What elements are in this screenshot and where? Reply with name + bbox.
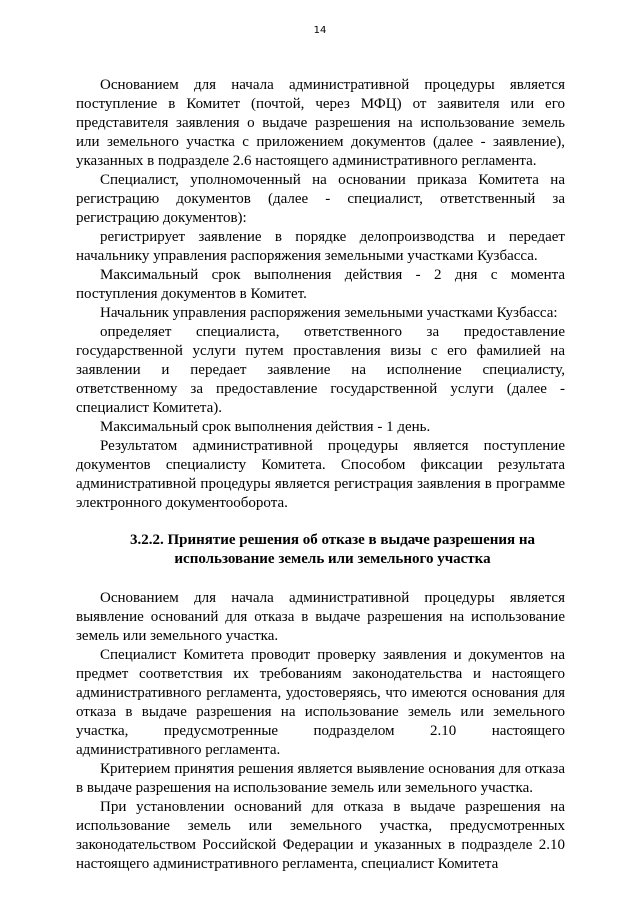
paragraph-procedure-basis: Основанием для начала административной процедуры является поступление в Комитет (почтой, через МФЦ) от заявителя или его представителя заявления о выдаче разрешения на использование земель или земельного участка с приложением документов (далее - заявление), указанных в подразделе 2.6 настоящего административного регламента.: [76, 77, 565, 169]
paragraph-procedure-result: Результатом административной процедуры является поступление документов специалисту Комитета. Способом фиксации результата административной процедуры является регистрация заявления в программе электронного документооборота.: [76, 438, 565, 511]
paragraph-registration-specialist: Специалист, уполномоченный на основании приказа Комитета на регистрацию документов (далее - специалист, ответственный за регистрацию документов):: [76, 172, 565, 226]
spacer: [76, 569, 565, 589]
section-heading: [76, 531, 565, 569]
section-heading-line-1: 3.2.2. Принятие решения об отказе в выдаче разрешения на: [129, 532, 536, 548]
paragraph-max-term-2-days: Максимальный срок выполнения действия - 2 дня с момента поступления документов в Комитет.: [76, 267, 565, 302]
document-body: [76, 76, 565, 874]
paragraph-registers-application: регистрирует заявление в порядке делопроизводства и передает начальнику управления распоряжения земельными участками Кузбасса.: [76, 229, 565, 264]
paragraph-department-head: Начальник управления распоряжения земельными участками Кузбасса:: [100, 305, 558, 321]
paragraph-max-term-1-day: Максимальный срок выполнения действия - 1 день.: [100, 419, 431, 435]
paragraph-assigns-specialist: определяет специалиста, ответственного за предоставление государственной услуги путем проставления визы с его фамилией на заявлении и передает заявление на исполнение специалисту, ответственному за предоставление государственной услуги (далее - специалист Комитета).: [76, 324, 565, 416]
page-number: 14: [313, 25, 327, 36]
paragraph-refusal-basis: Основанием для начала административной процедуры является выявление оснований для отказа в выдаче разрешения на использование земель или земельного участка.: [76, 590, 565, 644]
spacer: [76, 513, 565, 531]
paragraph-specialist-check: Специалист Комитета проводит проверку заявления и документов на предмет соответствия их требованиям законодательства и настоящего административного регламента, удостоверяясь, что имеются основания для отказа в выдаче разрешения на использование земель или земельного участка, предусмотренные подразделом 2.10 настоящего административного регламента.: [76, 647, 565, 758]
section-heading-line-2: использование земель или земельного участка: [174, 551, 491, 567]
paragraph-refusal-grounds: При установлении оснований для отказа в выдаче разрешения на использование земель или земельного участка, предусмотренных законодательством Российской Федерации и указанных в подразделе 2.10 настоящего административного регламента, специалист Комитета: [76, 799, 565, 872]
paragraph-decision-criterion: Критерием принятия решения является выявление основания для отказа в выдаче разрешения на использование земель или земельного участка.: [76, 761, 565, 796]
